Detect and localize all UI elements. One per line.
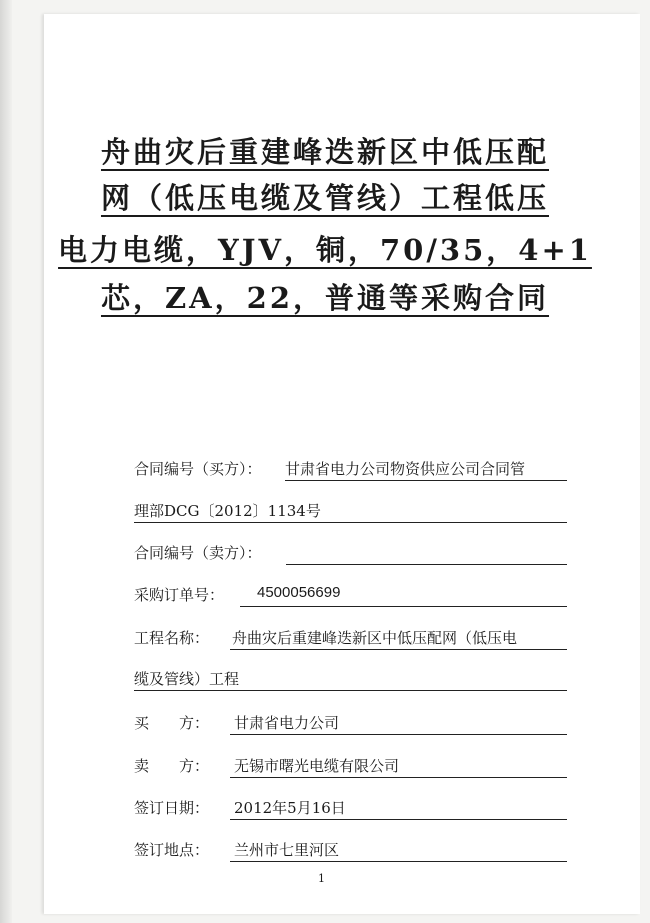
sign-date-underline (230, 819, 567, 820)
seller-underline (230, 777, 567, 778)
contract-title-line-4: 芯，ZA，22，普通等采购合同 (100, 281, 550, 315)
contract-title-line-2: 网（低压电缆及管线）工程低压 (100, 181, 549, 215)
buyer-value: 甘肃省电力公司 (234, 714, 340, 732)
project-name-value-line-2: 缆及管线）工程 (134, 670, 240, 688)
buyer-contract-no-underline-1 (285, 480, 567, 481)
contract-title-line-1: 舟曲灾后重建峰迭新区中低压配 (100, 135, 549, 169)
buyer-contract-no-value-line-1: 甘肃省电力公司物资供应公司合同管 (285, 460, 526, 478)
buyer-label: 买 方： (134, 714, 210, 732)
sign-date-value: 2012年5月16日 (234, 799, 346, 817)
project-name-underline-1 (230, 649, 567, 650)
page-number: 1 (318, 872, 325, 885)
project-name-underline-2 (134, 690, 567, 691)
purchase-order-no-underline (240, 606, 567, 607)
seller-label: 卖 方： (134, 757, 210, 775)
buyer-underline (230, 734, 567, 735)
seller-value: 无锡市曙光电缆有限公司 (234, 757, 400, 775)
sign-place-value: 兰州市七里河区 (234, 841, 340, 859)
purchase-order-no-value: 4500056699 (257, 584, 341, 601)
sign-place-label: 签订地点： (134, 841, 210, 859)
project-name-label: 工程名称： (134, 629, 210, 647)
buyer-contract-no-value-line-2: 理部DCG〔2012〕1134号 (134, 502, 321, 520)
buyer-contract-no-label: 合同编号（买方）： (134, 460, 262, 478)
project-name-value-line-1: 舟曲灾后重建峰迭新区中低压配网（低压电 (232, 629, 518, 647)
sign-place-underline (230, 861, 567, 862)
sign-date-label: 签订日期： (134, 799, 210, 817)
seller-contract-no-underline (286, 564, 567, 565)
contract-title-line-3: 电力电缆，YJV，铜，70/35，4+1 (58, 233, 592, 267)
purchase-order-no-label: 采购订单号： (134, 586, 225, 604)
seller-contract-no-label: 合同编号（卖方）： (134, 544, 262, 562)
buyer-contract-no-underline-2 (134, 522, 567, 523)
